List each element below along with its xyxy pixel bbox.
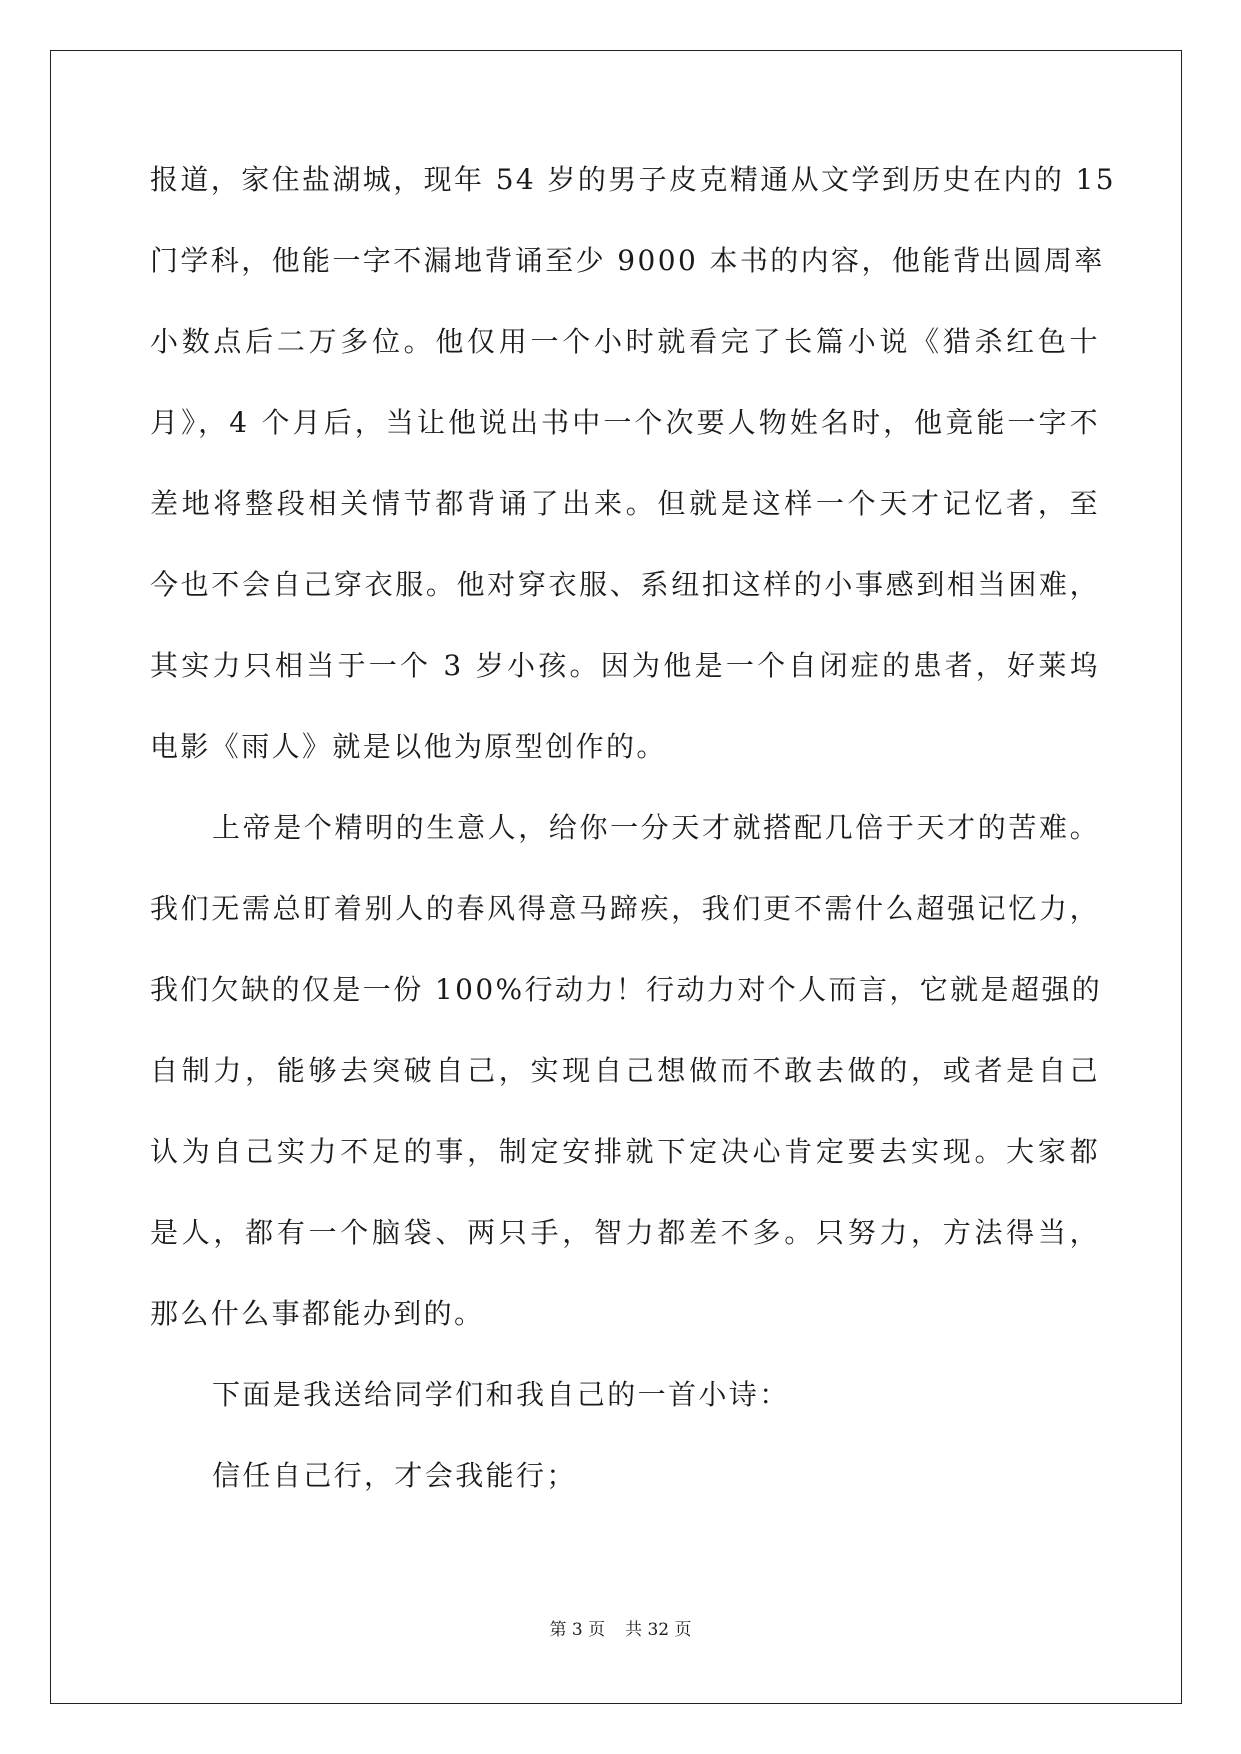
text-line: 自制力，能够去突破自己，实现自己想做而不敢去做的，或者是自己 (150, 1054, 1100, 1087)
text-line: 我们欠缺的仅是一份 100%行动力！行动力对个人而言，它就是超强的 (150, 973, 1103, 1006)
page-number: 第 3 页 (549, 1620, 606, 1640)
text-line: 电影《雨人》就是以他为原型创作的。 (150, 730, 667, 763)
text-line: 我们无需总盯着别人的春风得意马蹄疾，我们更不需什么超强记忆力， (150, 892, 1100, 925)
text-line: 上帝是个精明的生意人，给你一分天才就搭配几倍于天才的苦难。 (212, 811, 1100, 844)
text-line: 今也不会自己穿衣服。他对穿衣服、系纽扣这样的小事感到相当困难， (150, 568, 1100, 601)
text-line: 门学科，他能一字不漏地背诵至少 9000 本书的内容，他能背出圆周率 (150, 244, 1105, 277)
document-body (150, 160, 1116, 1537)
text-line: 小数点后二万多位。他仅用一个小时就看完了长篇小说《猎杀红色十 (150, 325, 1100, 358)
page-footer (0, 1620, 1241, 1640)
page-total: 共 32 页 (625, 1620, 692, 1640)
text-line: 月》，4 个月后，当让他说出书中一个次要人物姓名时，他竟能一字不 (150, 406, 1100, 439)
text-line: 其实力只相当于一个 3 岁小孩。因为他是一个自闭症的患者，好莱坞 (150, 649, 1100, 682)
text-line: 是人，都有一个脑袋、两只手，智力都差不多。只努力，方法得当， (150, 1216, 1100, 1249)
text-line: 下面是我送给同学们和我自己的一首小诗： (212, 1378, 790, 1411)
text-line: 报道，家住盐湖城，现年 54 岁的男子皮克精通从文学到历史在内的 15 (150, 163, 1116, 196)
text-line: 信任自己行，才会我能行； (212, 1459, 577, 1492)
text-line: 认为自己实力不足的事，制定安排就下定决心肯定要去实现。大家都 (150, 1135, 1100, 1168)
text-line: 那么什么事都能办到的。 (150, 1297, 485, 1330)
text-line: 差地将整段相关情节都背诵了出来。但就是这样一个天才记忆者，至 (150, 487, 1100, 520)
